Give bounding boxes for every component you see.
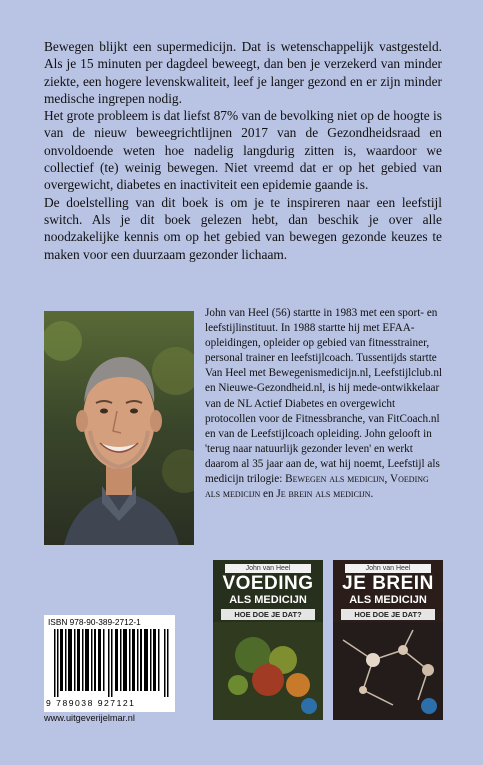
book-subtitle: ALS MEDICIJN bbox=[229, 594, 307, 606]
book-author: John van Heel bbox=[345, 564, 431, 573]
bio-end: . bbox=[370, 488, 374, 501]
book-title: JE BREIN bbox=[342, 573, 434, 594]
barcode bbox=[54, 629, 170, 697]
book-title: VOEDING bbox=[222, 573, 314, 594]
bio-title-2: Voeding als medicijn bbox=[205, 473, 429, 501]
isbn-barcode-box bbox=[44, 615, 175, 712]
bio-title-3: Je brein als medicijn bbox=[276, 488, 371, 501]
bio-sep-2: en bbox=[260, 488, 277, 501]
blurb-paragraph-1: Bewegen blijkt een supermedicijn. Dat is wetenschappelijk vastgesteld. Als je 15 minuten per dagdeel beweegt, dan ben je verzekerd van minder ziekte, een hogere levenskwaliteit, leef je langer gezond en er zijn minder medische ingrepen nodig. bbox=[44, 39, 442, 106]
blurb-paragraph-3: De doelstelling van dit boek is om je te inspireren naar een leefstijl switch. Als je dit boek gelezen hebt, dan beschik je over alle noodzakelijke kennis om op het gebied van bewegen gezonde keuzes te maken voor een duurzaam gezonder lichaam. bbox=[44, 194, 442, 262]
author-bio bbox=[205, 306, 445, 502]
ean-number: 9 789038 927121 bbox=[46, 698, 136, 708]
author-photo bbox=[44, 311, 194, 545]
book-question: HOE DOE JE DAT? bbox=[221, 609, 315, 620]
book-cover-voeding bbox=[213, 560, 323, 720]
bio-sep-1: , bbox=[384, 473, 391, 486]
bio-title-1: Bewegen als medicijn bbox=[285, 473, 385, 486]
bio-text: John van Heel (56) startte in 1983 met een sport- en leefstijlinstituut. In 1988 startte hij met EFAA-opleidingen, opleider op gebied van fitnesstrainer, personal trainer en leefstijlcoach. Tussentijds startte Van Heel met Bewegenismedicijn.nl, Leefstijlclub.nl en Nieuwe-Gezondheid.nl, is hij mede-ontwikkelaar van de NL Actief Diabetes en overgewicht protocollen voor de Fitnessbranche, van FitCoach.nl en van de Leefstijlcoach opleiding. John gelooft in 'terug naar natuurlijk gezonder leven' en werkt daarom al 35 jaar aan de, wat hij noemt, Leefstijl als medicijn trilogie: bbox=[205, 307, 443, 486]
book-cover-je-brein bbox=[333, 560, 443, 720]
book-subtitle: ALS MEDICIJN bbox=[349, 594, 427, 606]
book-question: HOE DOE JE DAT? bbox=[341, 609, 435, 620]
blurb-paragraph-2: Het grote probleem is dat liefst 87% van de bevolking niet op de hoogte is van de nieuw beweegrichtlijnen 2017 van de Gezondheidsraad en onvoldoende weten hoe nadelig langdurig zitten is, waardoor we collectief (te) weinig bewegen. Niet vreemd dat er op het gebied van overgewicht, diabetes en inactiviteit een epidemie gaande is. bbox=[44, 108, 442, 193]
isbn-label: ISBN 978-90-389-2712-1 bbox=[48, 617, 141, 627]
publisher-website: www.uitgeverijelmar.nl bbox=[44, 713, 135, 723]
book-author: John van Heel bbox=[225, 564, 311, 573]
blurb-text bbox=[44, 38, 442, 263]
